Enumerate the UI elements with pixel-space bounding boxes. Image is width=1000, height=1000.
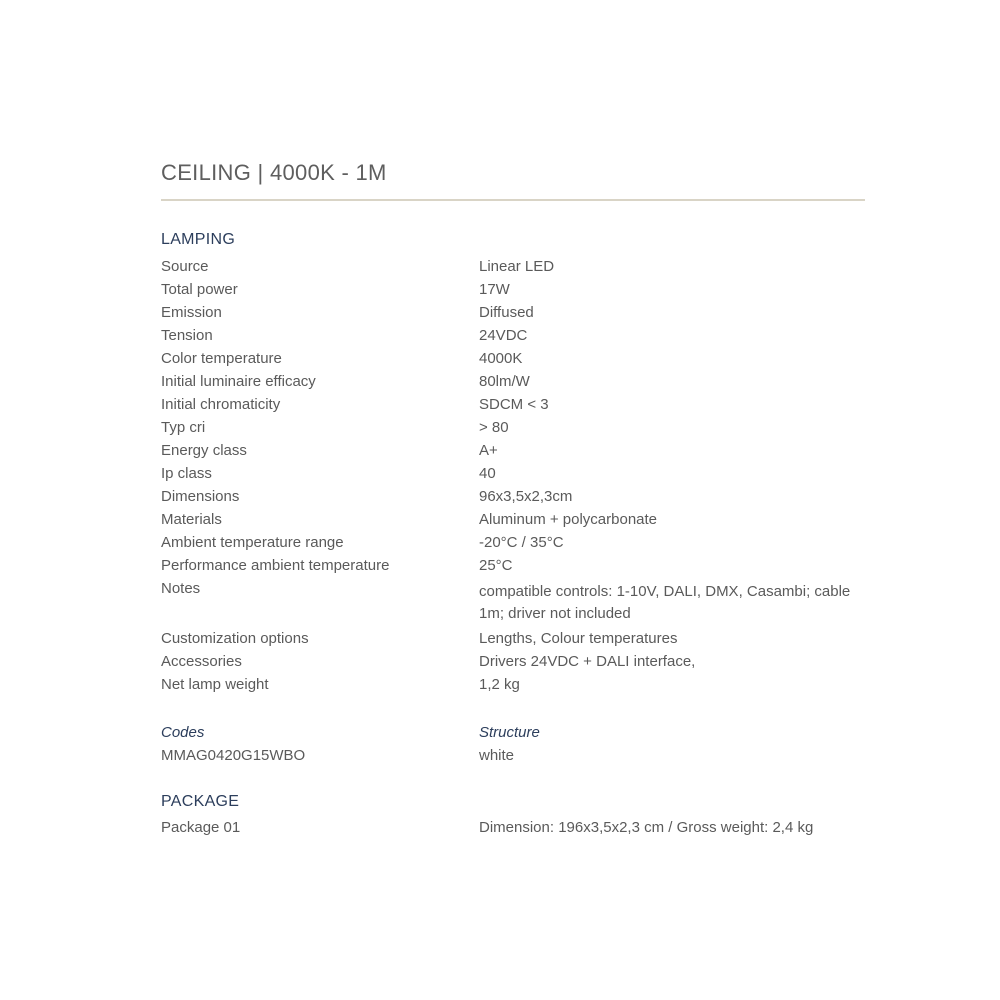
spec-label: Color temperature [161, 350, 282, 367]
spec-value: 24VDC [479, 327, 528, 344]
package-value: Dimension: 196x3,5x2,3 cm / Gross weight: 2,4 kg [479, 819, 814, 836]
spec-row-efficacy [161, 370, 865, 393]
spec-label: Energy class [161, 442, 247, 459]
spec-row-source [161, 255, 865, 278]
spec-label: Initial chromaticity [161, 396, 281, 413]
spec-label: Materials [161, 511, 222, 528]
product-code: MMAG0420G15WBO [161, 747, 306, 764]
spec-label: Notes [161, 580, 201, 597]
spec-value: 1,2 kg [479, 676, 520, 693]
codes-structure-block [161, 721, 865, 767]
spec-row-dimensions [161, 485, 865, 508]
spec-value: 4000K [479, 350, 523, 367]
structure-column [479, 721, 540, 767]
spec-row-notes [161, 577, 865, 625]
spec-label: Tension [161, 327, 213, 344]
spec-label: Ambient temperature range [161, 534, 344, 551]
spec-row-ip-class [161, 462, 865, 485]
spec-label: Typ cri [161, 419, 206, 436]
spec-label: Net lamp weight [161, 676, 269, 693]
spec-value: 17W [479, 281, 510, 298]
package-label: Package 01 [161, 819, 241, 836]
spec-row-cri [161, 416, 865, 439]
spec-row-emission [161, 301, 865, 324]
spec-row-performance-temperature [161, 554, 865, 577]
spec-label: Ip class [161, 465, 212, 482]
spec-label: Performance ambient temperature [161, 557, 390, 574]
spec-value: -20°C / 35°C [479, 534, 564, 551]
spec-value: Drivers 24VDC + DALI interface, [479, 653, 696, 670]
spec-value: compatible controls: 1-10V, DALI, DMX, Casambi; cable 1m; driver not included [479, 583, 851, 622]
spec-value: Diffused [479, 304, 534, 321]
package-row [161, 816, 865, 839]
spec-value: 80lm/W [479, 373, 530, 390]
spec-value: Lengths, Colour temperatures [479, 630, 678, 647]
spec-row-customization [161, 627, 865, 650]
spec-row-color-temperature [161, 347, 865, 370]
spec-row-tension [161, 324, 865, 347]
spec-label: Accessories [161, 653, 242, 670]
package-heading: PACKAGE [161, 793, 240, 810]
spec-label: Dimensions [161, 488, 240, 505]
spec-row-accessories [161, 650, 865, 673]
lamping-heading: LAMPING [161, 231, 236, 248]
spec-row-total-power [161, 278, 865, 301]
spec-row-energy-class [161, 439, 865, 462]
spec-label: Initial luminaire efficacy [161, 373, 316, 390]
spec-label: Total power [161, 281, 238, 298]
page-title: CEILING | 4000K - 1M [161, 160, 387, 185]
spec-label: Source [161, 258, 209, 275]
spec-value: Linear LED [479, 258, 555, 275]
spec-value: 25°C [479, 557, 513, 574]
spec-row-chromaticity [161, 393, 865, 416]
title-divider [161, 199, 865, 201]
spec-value: > 80 [479, 419, 509, 436]
structure-value: white [479, 747, 515, 764]
spec-value: SDCM < 3 [479, 396, 549, 413]
spec-row-net-weight [161, 673, 865, 696]
spec-value: 40 [479, 465, 496, 482]
spec-value: 96x3,5x2,3cm [479, 488, 573, 505]
codes-column [161, 721, 479, 767]
spec-label: Emission [161, 304, 222, 321]
spec-row-ambient-temperature-range [161, 531, 865, 554]
structure-heading: Structure [479, 724, 540, 741]
codes-heading: Codes [161, 724, 205, 741]
spec-label: Customization options [161, 630, 309, 647]
spec-row-materials [161, 508, 865, 531]
spec-value: A+ [479, 442, 498, 459]
lamping-spec-list [161, 255, 865, 696]
spec-value: Aluminum + polycarbonate [479, 511, 658, 528]
